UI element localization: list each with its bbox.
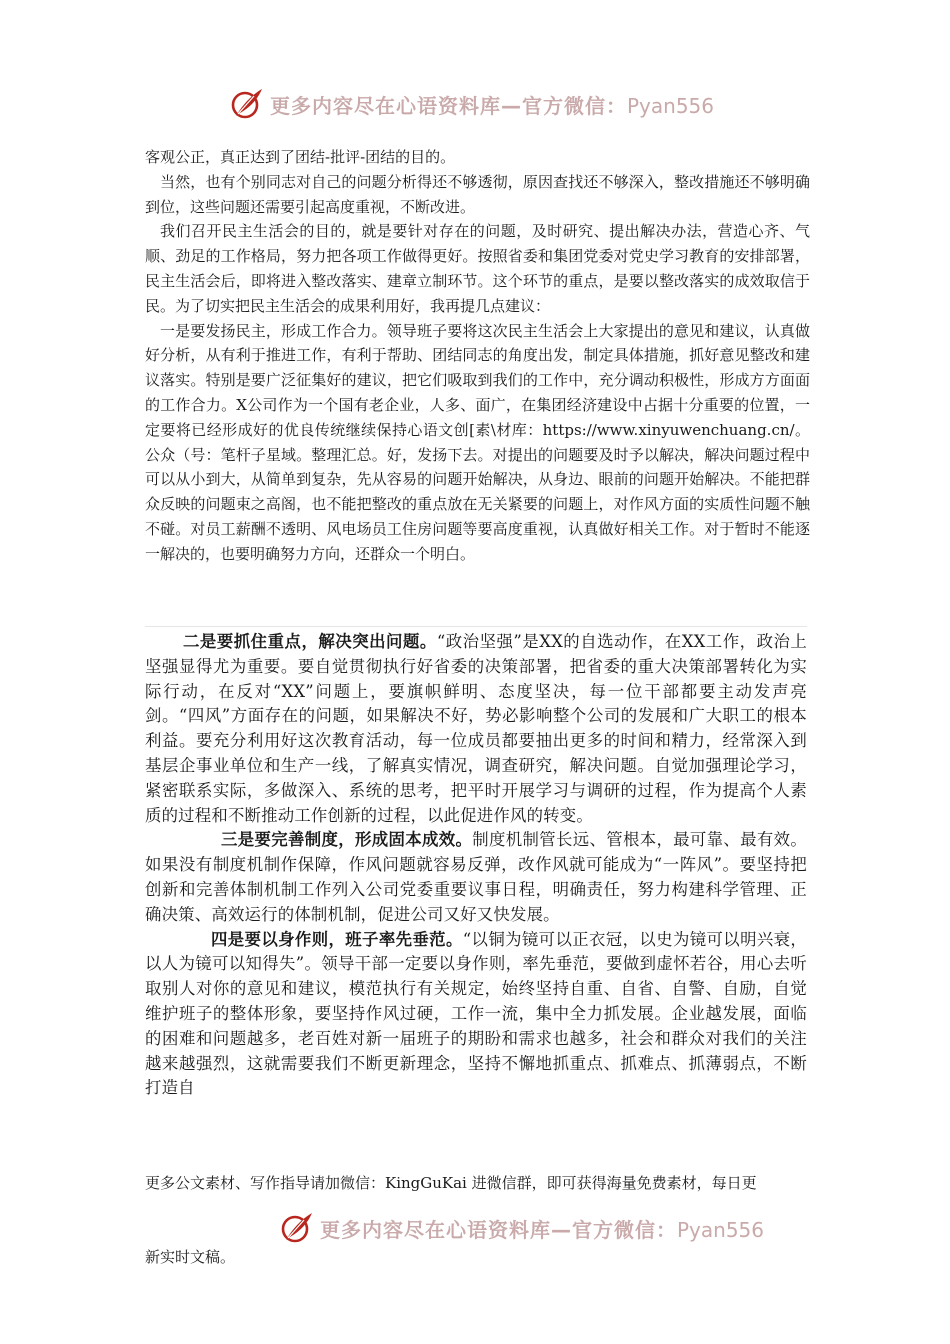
paragraph-body: 制度机制管长远、管根本，最可靠、最有效。如果没有制度机制作保障，作风问题就容易反弹，改作风就可能成为“一阵风”。要坚持把创新和完善体制机制工作列入公司党委重要议事日程，明确责任，努力构建科学管理、正确决策、高效运行的体制机制，促进公司又好又快发展。 [145,830,808,924]
paragraph-body: “政治坚强”是XX的自选动作，在XX工作，政治上坚强显得尤为重要。要自觉贯彻执行好省委的决策部署，把省委的重大决策部署转化为实际行动，在反对“XX”问题上，要旗帜鲜明、态度坚决，每一位干部都要主动发声亮剑。“四风”方面存在的问题，如果解决不好，势必影响整个公司的发展和广大职工的根本利益。要充分利用好这次教育活动，每一位成员都要抽出更多的时间和精力，经常深入到基层企事业单位和生产一线，了解真实情况，调查研究，解决问题。自觉加强理论学习，紧密联系实际，多做深入、系统的思考，把平时开展学习与调研的过程，作为提高个人素质的过程和不断推动工作创新的过程，以此促进作风的转变。 [145,632,808,825]
paragraph-heading: 二是要抓住重点，解决突出问题。 [183,632,437,651]
paragraph-body: “以铜为镜可以正衣冠，以史为镜可以明兴衰，以人为镜可以知得失”。领导干部一定要以身作则，率先垂范，要做到虚怀若谷，用心去听取别人对你的意见和建议，模范执行有关规定，始终坚持自重、自省、自警、自励，自觉维护班子的整体形象，要坚持作风过硬，工作一流，集中全力抓发展。企业越发展，面临的困难和问题越多，老百姓对新一届班子的期盼和需求也越多，社会和群众对我们的关注越来越强烈，这就需要我们不断更新理念，坚持不懈地抓重点、抓难点、抓薄弱点，不断打造自 [145,929,808,1098]
paragraph: 一是要发扬民主，形成工作合力。领导班子要将这次民主生活会上大家提出的意见和建议，认真做好分析，从有利于推进工作，有利于帮助、团结同志的角度出发，制定具体措施，抓好意见整改和建议落实。特别是要广泛征集好的建议，把它们吸取到我们的工作中，充分调动积极性，形成方方面面的工作合力。X公司作为一个国有老企业，人多、面广，在集团经济建设中占据十分重要的位置，一定要将已经形成好的优良传统继续保持心语文创[素\材库：https://www.xinyuwenchuang.cn/。公众（号：笔杆子星域。整理汇总。好，发扬下去。对提出的问题要及时予以解决，解决问题过程中可以从小到大，从简单到复杂，先从容易的问题开始解决，从身边、眼前的问题开始解决。不能把群众反映的问题束之高阁，也不能把整改的重点放在无关紧要的问题上，对作风方面的实质性问题不触不碰。对员工薪酬不透明、风电场员工住房问题等要高度重视，认真做好相关工作。对于暂时不能逐一解决的，也要明确努力方向，还群众一个明白。 [145,321,810,563]
section-one [145,145,810,567]
banner-text-cn: 更多内容尽在心语资料库—官方微信： [320,1217,677,1242]
paragraph: 客观公正，真正达到了团结-批评-团结的目的。 [145,148,456,166]
header-banner [228,84,714,124]
paragraph-heading: 三是要完善制度，形成固本成效。 [221,830,473,850]
section-divider [145,626,807,627]
banner-text [320,1214,764,1243]
quill-pen-logo-icon [228,86,264,122]
banner-wechat-id: Pyan556 [627,93,715,118]
paragraph-example [145,928,807,1102]
banner-text [270,90,714,119]
paragraph-heading: 四是要以身作则，班子率先垂范。 [211,929,463,949]
banner-wechat-id: Pyan556 [677,1217,765,1242]
footer-banner [278,1208,764,1248]
paragraph-system [145,828,807,927]
quill-pen-logo-icon [278,1210,314,1246]
paragraph: 当然，也有个别同志对自己的问题分析得还不够透彻，原因查找还不够深入，整改措施还不够明确到位，这些问题还需要引起高度重视，不断改进。 [145,172,810,216]
footer-promo-line-end: 新实时文稿。 [145,1248,236,1266]
paragraph-key-points [145,630,807,828]
banner-text-cn: 更多内容尽在心语资料库—官方微信： [270,93,627,118]
footer-promo-line: 更多公文素材、写作指导请加微信：KingGuKai 进微信群，即可获得海量免费素材，每日更 [145,1174,757,1192]
section-two [145,630,807,1101]
paragraph: 我们召开民主生活会的目的，就是要针对存在的问题，及时研究、提出解决办法，营造心齐、气顺、劲足的工作格局，努力把各项工作做得更好。按照省委和集团党委对党史学习教育的安排部署，民主生活会后，即将进入整改落实、建章立制环节。这个环节的重点，是要以整改落实的成效取信于民。为了切实把民主生活会的成果利用好，我再提几点建议： [145,222,810,315]
